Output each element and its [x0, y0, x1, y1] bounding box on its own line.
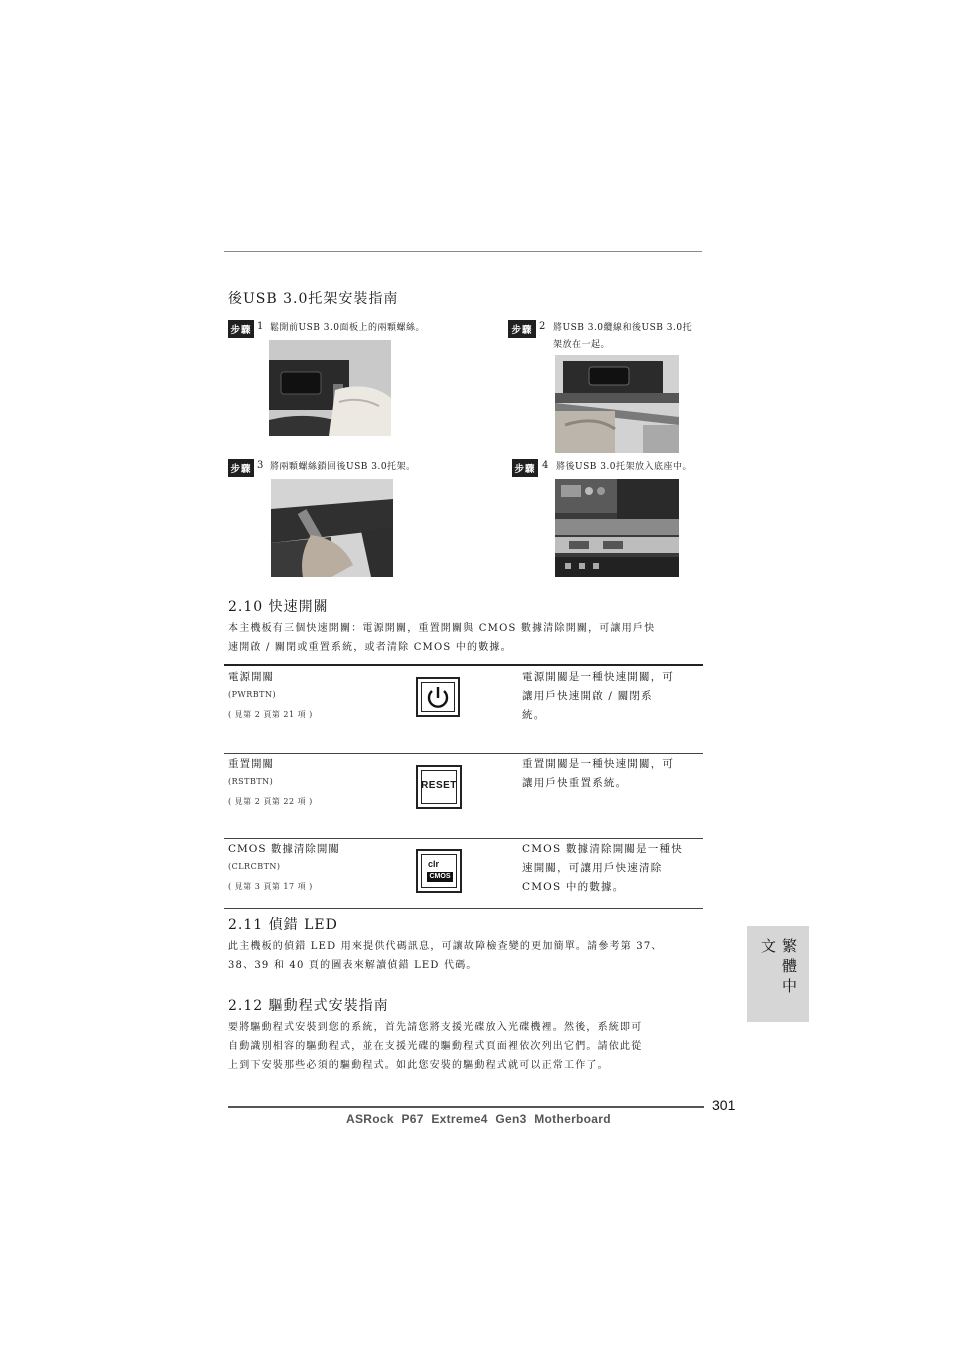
power-switch-ref: ( 見第 2 頁第 21 項 ): [228, 710, 313, 719]
row-divider-2: [224, 838, 703, 839]
step-1-photo: [269, 340, 391, 436]
driver-line1: 要將驅動程式安裝到您的系統，首先請您將支援光碟放入光碟機裡。然後，系統即可: [228, 1022, 643, 1033]
step-1-text: 鬆開前USB 3.0面板上的兩顆螺絲。: [270, 323, 426, 333]
reset-switch-name: 重置開關: [228, 758, 274, 770]
footer-rule: [228, 1106, 704, 1108]
clear-cmos-icon: [416, 849, 462, 893]
driver-line3: 上到下安裝那些必須的驅動程式。如此您安裝的驅動程式就可以正常工作了。: [228, 1060, 609, 1071]
language-side-tab-label: 繁體中文: [759, 938, 798, 998]
quick-switch-title: 2.10 快速開關: [228, 599, 329, 615]
driver-line2: 自動識別相容的驅動程式，並在支援光碟的驅動程式頁面裡依次列出它們。請依此從: [228, 1041, 643, 1052]
step-4-number: 4: [542, 460, 549, 471]
power-switch-desc-line1: 電源開關是一種快速開關，可: [522, 671, 675, 683]
clear-cmos-icon-bottom-label: CMOS: [427, 872, 453, 882]
clear-cmos-icon-top-label: clr: [428, 859, 440, 869]
power-switch-desc-line3: 統。: [522, 709, 546, 721]
step-2-text-line1: 將USB 3.0纜線和後USB 3.0托: [553, 323, 693, 333]
power-icon: [416, 677, 460, 717]
step-2-text-line2: 架放在一起。: [553, 340, 611, 350]
step-4-text: 將後USB 3.0托架放入底座中。: [556, 462, 693, 472]
step-2-photo: [555, 355, 679, 453]
driver-title: 2.12 驅動程式安裝指南: [228, 998, 389, 1014]
table-bottom-rule: [224, 908, 703, 909]
top-rule: [224, 251, 702, 252]
power-switch-name: 電源開關: [228, 671, 274, 683]
language-side-tab: [747, 926, 809, 1022]
clear-cmos-switch-code: (CLRCBTN): [228, 862, 281, 871]
step-3-text: 將兩顆螺絲鎖回後USB 3.0托架。: [270, 462, 416, 472]
page-number: 301: [712, 1097, 736, 1113]
quick-switch-intro-line2: 速開啟 / 關閉或重置系統，或者清除 CMOS 中的數據。: [228, 642, 512, 653]
row-divider-1: [224, 753, 703, 754]
reset-switch-desc-line1: 重置開關是一種快速開關，可: [522, 758, 675, 770]
step-4-badge: 步驟: [512, 459, 538, 477]
debug-led-title: 2.11 偵錯 LED: [228, 917, 338, 933]
power-switch-code: (PWRBTN): [228, 690, 277, 699]
table-top-rule: [224, 664, 703, 666]
step-3-badge: 步驟: [228, 459, 254, 477]
quick-switch-intro-line1: 本主機板有三個快速開關：電源開關，重置開關與 CMOS 數據清除開關，可讓用戶快: [228, 623, 656, 634]
step-4-photo: [555, 479, 679, 577]
step-2-number: 2: [539, 321, 546, 332]
reset-icon-label: RESET: [421, 780, 457, 791]
step-2-badge: 步驟: [508, 320, 536, 338]
clear-cmos-switch-ref: ( 見第 3 頁第 17 項 ): [228, 882, 313, 891]
clear-cmos-switch-desc-line3: CMOS 中的數據。: [522, 881, 625, 893]
clear-cmos-switch-desc-line2: 速開關，可讓用戶快速清除: [522, 862, 663, 874]
power-switch-desc-line2: 讓用戶快速開啟 / 關閉系: [522, 690, 653, 702]
usb-guide-title: 後USB 3.0托架安裝指南: [228, 291, 399, 307]
debug-led-line2: 38、39 和 40 頁的圖表來解讀偵錯 LED 代碼。: [228, 960, 478, 971]
step-1-number: 1: [257, 321, 264, 332]
reset-switch-desc-line2: 讓用戶快重置系統。: [522, 777, 628, 789]
clear-cmos-switch-name: CMOS 數據清除開關: [228, 843, 340, 855]
reset-switch-code: (RSTBTN): [228, 777, 274, 786]
debug-led-line1: 此主機板的偵錯 LED 用來提供代碼訊息，可讓故障檢查變的更加簡單。請參考第 37、: [228, 941, 663, 952]
clear-cmos-switch-desc-line1: CMOS 數據清除開關是一種快: [522, 843, 683, 855]
step-3-photo: [271, 479, 393, 577]
step-1-badge: 步驟: [228, 320, 254, 338]
footer-product-name: ASRock P67 Extreme4 Gen3 Motherboard: [346, 1112, 611, 1126]
reset-icon: [416, 765, 462, 809]
reset-switch-ref: ( 見第 2 頁第 22 項 ): [228, 797, 313, 806]
step-3-number: 3: [257, 460, 264, 471]
